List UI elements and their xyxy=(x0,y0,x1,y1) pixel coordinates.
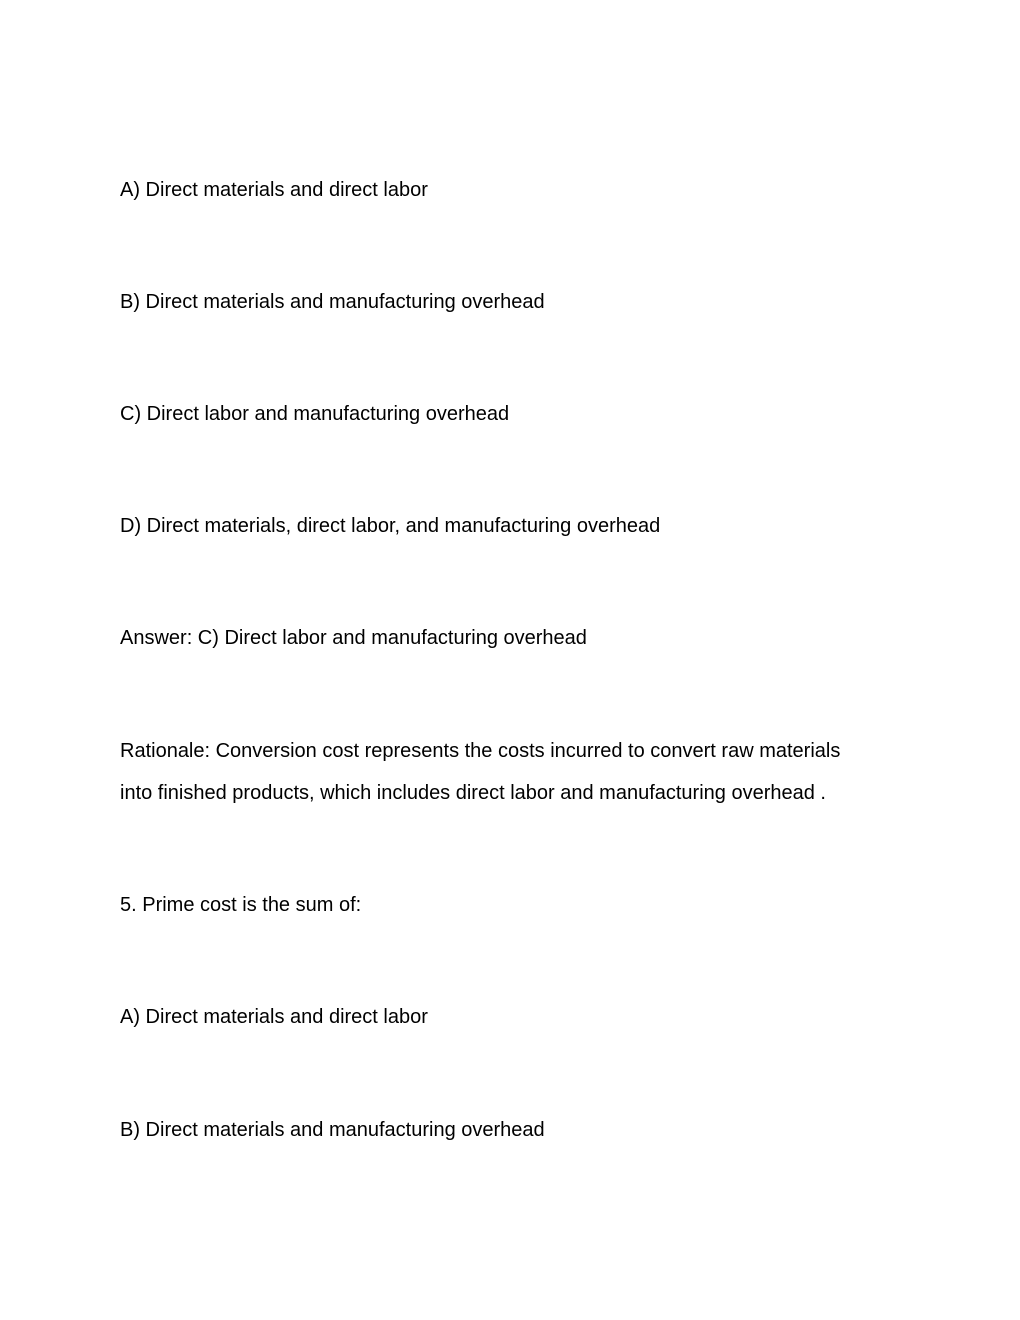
question-5-option-a-text: A) Direct materials and direct labor xyxy=(120,1006,428,1028)
question-5-text: 5. Prime cost is the sum of: xyxy=(120,894,362,916)
rationale-line-1: Rationale: Conversion cost represents the costs incurred to convert raw materials xyxy=(120,740,841,762)
answer-text: Answer: C) Direct labor and manufacturing overhead xyxy=(120,627,587,649)
rationale-line-2: into finished products, which includes direct labor and manufacturing overhead . xyxy=(120,782,826,804)
option-b-text: B) Direct materials and manufacturing overhead xyxy=(120,291,545,313)
question-5-option-b-text: B) Direct materials and manufacturing overhead xyxy=(120,1119,545,1141)
option-a-text: A) Direct materials and direct labor xyxy=(120,179,428,201)
option-d-text: D) Direct materials, direct labor, and manufacturing overhead xyxy=(120,515,661,537)
option-c-text: C) Direct labor and manufacturing overhead xyxy=(120,403,510,425)
